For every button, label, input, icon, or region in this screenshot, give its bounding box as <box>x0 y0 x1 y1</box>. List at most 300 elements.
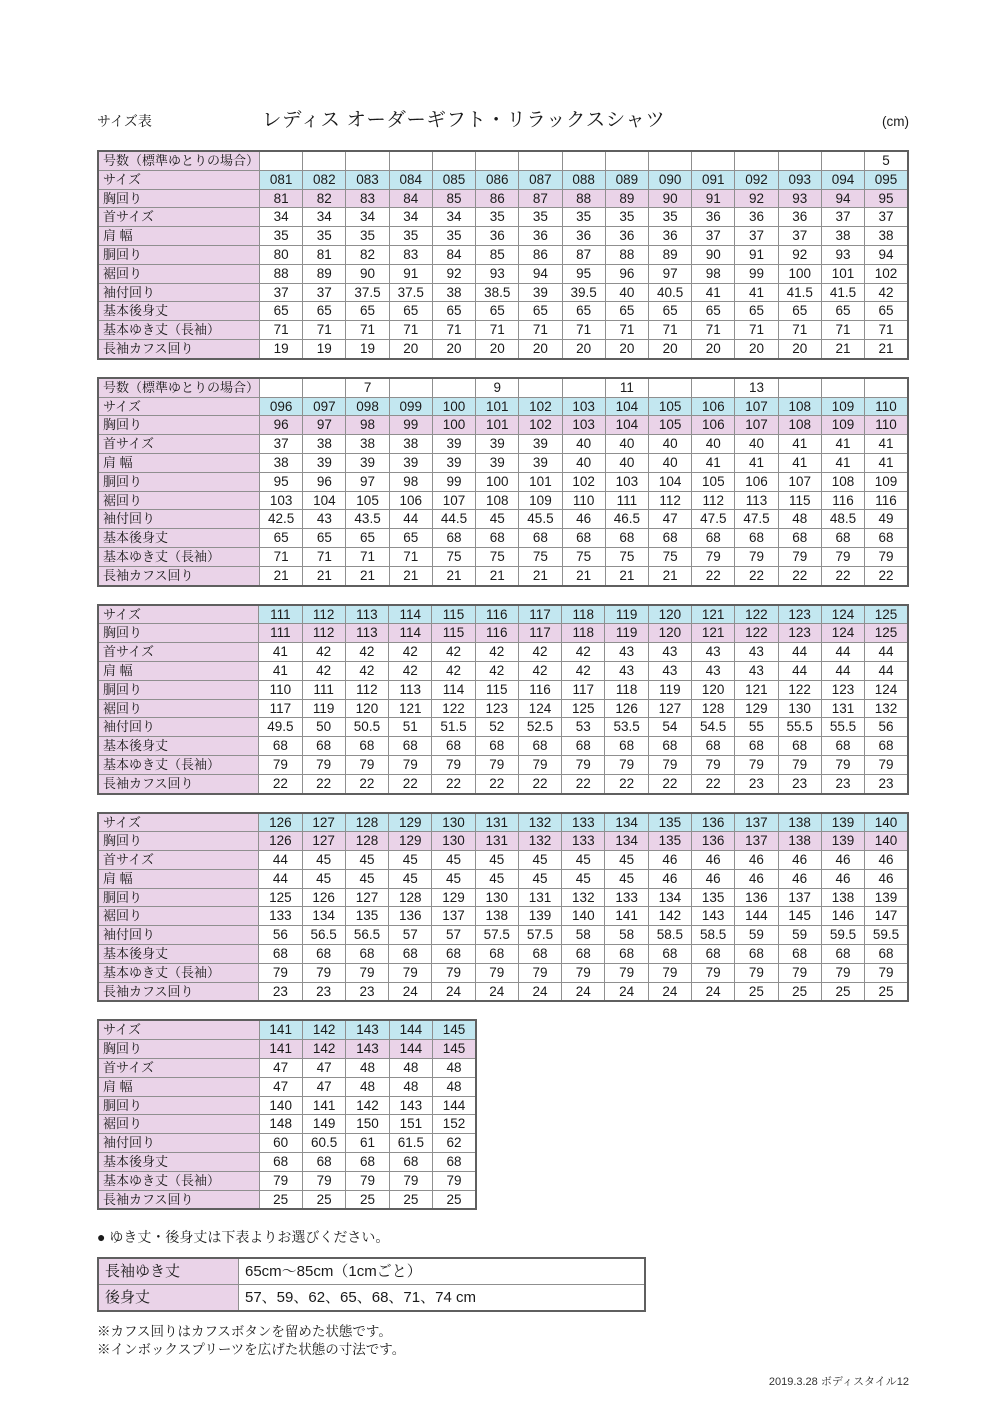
cell: 68 <box>345 945 388 964</box>
cell: 100 <box>432 416 475 435</box>
table-row <box>98 1134 476 1153</box>
cell: 41 <box>735 283 778 302</box>
cell: 106 <box>692 397 735 416</box>
cell: 114 <box>432 680 475 699</box>
cell: 68 <box>432 737 475 756</box>
cell: 109 <box>821 416 864 435</box>
cell: 68 <box>821 737 864 756</box>
cell: 101 <box>476 416 519 435</box>
cell: 79 <box>302 755 345 774</box>
cell: 65 <box>778 302 821 321</box>
cell: 41 <box>821 453 864 472</box>
cell: 95 <box>562 264 605 283</box>
cell: 79 <box>735 963 778 982</box>
cell: 68 <box>518 737 561 756</box>
cell: 96 <box>605 264 648 283</box>
row-label: 首サイズ <box>98 643 259 662</box>
cell: 42 <box>562 661 605 680</box>
cell: 86 <box>519 245 562 264</box>
cell: 65 <box>432 302 475 321</box>
size-table <box>97 812 909 1003</box>
cell: 39 <box>346 453 389 472</box>
cell: 19 <box>346 339 389 358</box>
cell: 104 <box>649 472 692 491</box>
cell: 87 <box>519 189 562 208</box>
cell: 120 <box>345 699 388 718</box>
cell: 90 <box>346 264 389 283</box>
cell: 79 <box>778 547 821 566</box>
cell: 58.5 <box>648 926 691 945</box>
cell: 143 <box>692 907 735 926</box>
table-row <box>98 264 908 283</box>
cell: 24 <box>389 982 432 1001</box>
cell: 59.5 <box>821 926 864 945</box>
cell: 44.5 <box>432 510 475 529</box>
cell: 137 <box>735 813 778 832</box>
cell: 71 <box>303 547 346 566</box>
cell: 40 <box>562 435 605 454</box>
row-label: 基本後身丈 <box>98 302 260 321</box>
cell: 99 <box>432 472 475 491</box>
cell: 113 <box>389 680 432 699</box>
cell: 132 <box>562 888 605 907</box>
cell: 35 <box>562 208 605 227</box>
cell: 36 <box>692 208 735 227</box>
cell: 68 <box>302 737 345 756</box>
cell: 79 <box>735 547 778 566</box>
cell: 140 <box>865 813 908 832</box>
cell: 22 <box>865 566 908 585</box>
cell: 121 <box>389 699 432 718</box>
cell: 82 <box>346 245 389 264</box>
row-label: 首サイズ <box>98 851 259 870</box>
cell: 128 <box>345 832 388 851</box>
cell: 68 <box>345 737 388 756</box>
cell: 45 <box>389 851 432 870</box>
cell: 39 <box>432 453 475 472</box>
cell: 22 <box>605 774 648 793</box>
cell: 68 <box>302 945 345 964</box>
cell: 19 <box>303 339 346 358</box>
cell: 68 <box>605 529 648 548</box>
cell: 24 <box>518 982 561 1001</box>
cell: 23 <box>865 774 908 793</box>
cell: 79 <box>345 755 388 774</box>
cell: 122 <box>778 680 821 699</box>
table-row <box>98 699 908 718</box>
cell: 40 <box>605 453 648 472</box>
cell: 46 <box>648 851 691 870</box>
cell: 129 <box>432 888 475 907</box>
row-label: 袖付回り <box>98 926 259 945</box>
cell: 112 <box>302 605 345 624</box>
cell: 22 <box>691 774 734 793</box>
cell: 42 <box>345 643 388 662</box>
cell: 54 <box>648 718 691 737</box>
table-row <box>98 718 908 737</box>
cell: 75 <box>519 547 562 566</box>
row-label: 胸回り <box>98 189 260 208</box>
cell: 135 <box>648 813 691 832</box>
cell: 086 <box>476 170 519 189</box>
table-row <box>98 1285 645 1312</box>
cell: 116 <box>475 624 518 643</box>
cell: 42 <box>518 643 561 662</box>
cell: 43 <box>735 643 778 662</box>
cell: 135 <box>345 907 388 926</box>
cell: 79 <box>518 755 561 774</box>
cell: 71 <box>260 321 303 340</box>
cell: 40.5 <box>648 283 691 302</box>
cell: 125 <box>259 888 302 907</box>
cell: 092 <box>735 170 778 189</box>
cell: 42 <box>475 643 518 662</box>
cell: 46 <box>648 869 691 888</box>
table-row <box>98 624 908 643</box>
cell: 46 <box>692 851 735 870</box>
cell: 107 <box>432 491 475 510</box>
cell: 79 <box>865 547 908 566</box>
cell: 47.5 <box>735 510 778 529</box>
cell: 106 <box>735 472 778 491</box>
cell: 21 <box>476 566 519 585</box>
cell: 39 <box>432 435 475 454</box>
cell: 46 <box>778 869 821 888</box>
cell: 081 <box>260 170 303 189</box>
cell: 146 <box>821 907 864 926</box>
row-label: 基本後身丈 <box>98 737 259 756</box>
cell: 122 <box>432 699 475 718</box>
cell: 54.5 <box>691 718 734 737</box>
cell: 21 <box>562 566 605 585</box>
cell: 23 <box>345 982 388 1001</box>
cell: 104 <box>605 416 648 435</box>
cell: 123 <box>778 605 821 624</box>
cell: 115 <box>432 605 475 624</box>
cell: 38 <box>260 453 303 472</box>
cell: 35 <box>476 208 519 227</box>
cell: 111 <box>302 680 345 699</box>
cell: 47.5 <box>692 510 735 529</box>
cell: 087 <box>519 170 562 189</box>
cell: 84 <box>389 189 432 208</box>
cell: 34 <box>389 208 432 227</box>
cell: 41.5 <box>821 283 864 302</box>
cell: 143 <box>346 1040 389 1059</box>
cell: 129 <box>389 813 432 832</box>
size-table <box>97 150 909 360</box>
cell: 127 <box>648 699 691 718</box>
cell: 68 <box>735 529 778 548</box>
cell: 138 <box>778 813 821 832</box>
cell: 103 <box>605 472 648 491</box>
cell: 81 <box>260 189 303 208</box>
cell: 46 <box>562 510 605 529</box>
table-row <box>98 227 908 246</box>
cell: 81 <box>303 245 346 264</box>
row-label: 裾回り <box>98 491 260 510</box>
cell: 91 <box>735 245 778 264</box>
cell: 65 <box>303 529 346 548</box>
cell: 25 <box>259 1190 302 1209</box>
cell: 79 <box>475 963 518 982</box>
cell: 97 <box>346 472 389 491</box>
cell: 47 <box>649 510 692 529</box>
cell: 20 <box>476 339 519 358</box>
cell: 137 <box>735 832 778 851</box>
cell: 60.5 <box>302 1134 345 1153</box>
cell: 100 <box>778 264 821 283</box>
cell <box>432 151 475 170</box>
cell: 102 <box>519 397 562 416</box>
cell: 68 <box>259 945 302 964</box>
cell: 43 <box>691 661 734 680</box>
cell: 107 <box>735 416 778 435</box>
table-row <box>98 491 908 510</box>
cell: 68 <box>518 945 561 964</box>
cell: 21 <box>649 566 692 585</box>
cell: 140 <box>562 907 605 926</box>
cell: 145 <box>433 1040 476 1059</box>
cell: 22 <box>778 566 821 585</box>
cell: 79 <box>692 963 735 982</box>
cell: 39 <box>303 453 346 472</box>
row-label: 肩 幅 <box>98 453 260 472</box>
cell: 68 <box>648 945 691 964</box>
cell: 133 <box>605 888 648 907</box>
cell: 43 <box>303 510 346 529</box>
cell: 68 <box>519 529 562 548</box>
cell: 68 <box>821 529 864 548</box>
cell: 103 <box>562 416 605 435</box>
cell: 79 <box>821 755 864 774</box>
cell: 102 <box>519 416 562 435</box>
cell: 109 <box>519 491 562 510</box>
cell: 53 <box>562 718 605 737</box>
cell: 46 <box>821 869 864 888</box>
cell <box>260 378 303 397</box>
cell: 65 <box>865 302 908 321</box>
table-row <box>98 1153 476 1172</box>
cell: 36 <box>735 208 778 227</box>
cell: 68 <box>649 529 692 548</box>
cell: 24 <box>475 982 518 1001</box>
cell: 36 <box>519 227 562 246</box>
unit-label: (cm) <box>882 114 909 129</box>
cell: 20 <box>519 339 562 358</box>
cell: 095 <box>865 170 908 189</box>
table-row <box>98 1059 476 1078</box>
row-label: 裾回り <box>98 907 259 926</box>
cell: 136 <box>692 832 735 851</box>
cell: 23 <box>259 982 302 1001</box>
cell: 125 <box>865 605 908 624</box>
cell: 68 <box>432 945 475 964</box>
cell: 52 <box>475 718 518 737</box>
cell: 55 <box>735 718 778 737</box>
note-line: ※カフス回りはカフスボタンを留めた状態です。 <box>97 1324 392 1340</box>
cell: 093 <box>778 170 821 189</box>
cell: 59 <box>735 926 778 945</box>
cell: 132 <box>865 699 908 718</box>
cell: 127 <box>345 888 388 907</box>
cell: 141 <box>259 1040 302 1059</box>
table-row <box>98 643 908 662</box>
cell: 131 <box>475 813 518 832</box>
cell: 44 <box>259 869 302 888</box>
row-label: 胴回り <box>98 1096 259 1115</box>
cell: 108 <box>778 397 821 416</box>
cell: 57.5 <box>518 926 561 945</box>
cell: 89 <box>648 245 691 264</box>
cell: 56.5 <box>302 926 345 945</box>
cell: 41 <box>865 453 908 472</box>
row-label: 基本ゆき丈（長袖） <box>98 755 259 774</box>
cell: 79 <box>302 1171 345 1190</box>
cell: 100 <box>476 472 519 491</box>
cell: 142 <box>346 1096 389 1115</box>
cell: 46 <box>778 851 821 870</box>
cell: 135 <box>648 832 691 851</box>
cell: 46 <box>865 851 908 870</box>
cell: 126 <box>605 699 648 718</box>
cell: 42 <box>475 661 518 680</box>
row-label: 号数（標準ゆとりの場合） <box>98 378 260 397</box>
cell: 71 <box>865 321 908 340</box>
cell: 61.5 <box>389 1134 432 1153</box>
cell: 45 <box>605 851 648 870</box>
table-row <box>98 339 908 358</box>
cell: 128 <box>389 888 432 907</box>
cell: 34 <box>260 208 303 227</box>
cell: 107 <box>778 472 821 491</box>
row-label: 基本ゆき丈（長袖） <box>98 321 260 340</box>
cell: 68 <box>475 737 518 756</box>
row-label: 肩 幅 <box>98 869 259 888</box>
cell: 144 <box>433 1096 476 1115</box>
cell: 85 <box>432 189 475 208</box>
cell: 124 <box>865 680 908 699</box>
row-label: 基本後身丈 <box>98 1153 259 1172</box>
cell: 22 <box>518 774 561 793</box>
cell: 40 <box>649 435 692 454</box>
cell: 40 <box>562 453 605 472</box>
cell: 088 <box>562 170 605 189</box>
cell: 58 <box>605 926 648 945</box>
cell: 92 <box>432 264 475 283</box>
cell: 45 <box>476 510 519 529</box>
cell: 089 <box>605 170 648 189</box>
cell: 68 <box>389 737 432 756</box>
table-row <box>98 1190 476 1209</box>
cell: 65 <box>476 302 519 321</box>
cell: 79 <box>821 547 864 566</box>
cell: 45.5 <box>519 510 562 529</box>
cell: 143 <box>346 1020 389 1039</box>
table-row <box>98 926 908 945</box>
cell: 136 <box>735 888 778 907</box>
cell: 25 <box>302 1190 345 1209</box>
cell: 129 <box>389 832 432 851</box>
cell: 24 <box>605 982 648 1001</box>
cell: 56.5 <box>345 926 388 945</box>
cell: 120 <box>648 605 691 624</box>
cell: 110 <box>865 397 908 416</box>
row-label: 胸回り <box>98 416 260 435</box>
cell: 22 <box>432 774 475 793</box>
cell: 68 <box>865 529 908 548</box>
table-row <box>98 813 908 832</box>
cell: 44 <box>389 510 432 529</box>
cell: 58 <box>562 926 605 945</box>
cell: 7 <box>346 378 389 397</box>
cell: 71 <box>648 321 691 340</box>
page-title: レディス オーダーギフト・リラックスシャツ <box>262 109 666 131</box>
cell: 38 <box>346 435 389 454</box>
row-label: サイズ <box>98 813 259 832</box>
cell: 68 <box>302 1153 345 1172</box>
cell: 148 <box>259 1115 302 1134</box>
cell: 79 <box>778 963 821 982</box>
cell: 20 <box>432 339 475 358</box>
table-row <box>98 680 908 699</box>
table-row <box>98 1171 476 1190</box>
row-label: 基本ゆき丈（長袖） <box>98 1171 259 1190</box>
row-label: 長袖カフス回り <box>98 774 259 793</box>
cell: 79 <box>475 755 518 774</box>
cell: 094 <box>821 170 864 189</box>
cell: 128 <box>691 699 734 718</box>
cell: 123 <box>821 680 864 699</box>
cell: 65 <box>346 302 389 321</box>
options-table <box>97 1257 646 1312</box>
cell: 42 <box>562 643 605 662</box>
row-label: 長袖カフス回り <box>98 566 260 585</box>
table-row <box>98 208 908 227</box>
cell: 142 <box>302 1020 345 1039</box>
cell: 21 <box>346 566 389 585</box>
cell: 142 <box>648 907 691 926</box>
cell: 65 <box>735 302 778 321</box>
size-table <box>97 604 909 795</box>
cell: 141 <box>605 907 648 926</box>
cell: 71 <box>346 321 389 340</box>
cell: 24 <box>432 982 475 1001</box>
cell: 36 <box>476 227 519 246</box>
cell: 99 <box>389 416 432 435</box>
table-row <box>98 435 908 454</box>
cell: 108 <box>778 416 821 435</box>
table-row <box>98 982 908 1001</box>
cell: 45 <box>475 851 518 870</box>
cell: 46 <box>735 869 778 888</box>
cell: 116 <box>821 491 864 510</box>
cell: 79 <box>389 755 432 774</box>
table-row <box>98 963 908 982</box>
row-label: 胸回り <box>98 1040 259 1059</box>
cell: 42 <box>302 661 345 680</box>
cell: 125 <box>865 624 908 643</box>
cell: 56 <box>259 926 302 945</box>
cell: 79 <box>432 963 475 982</box>
cell: 46 <box>692 869 735 888</box>
cell: 104 <box>303 491 346 510</box>
cell: 37 <box>821 208 864 227</box>
size-tables <box>97 150 909 1210</box>
cell: 42 <box>865 283 908 302</box>
cell: 45 <box>475 869 518 888</box>
cell: 096 <box>260 397 303 416</box>
